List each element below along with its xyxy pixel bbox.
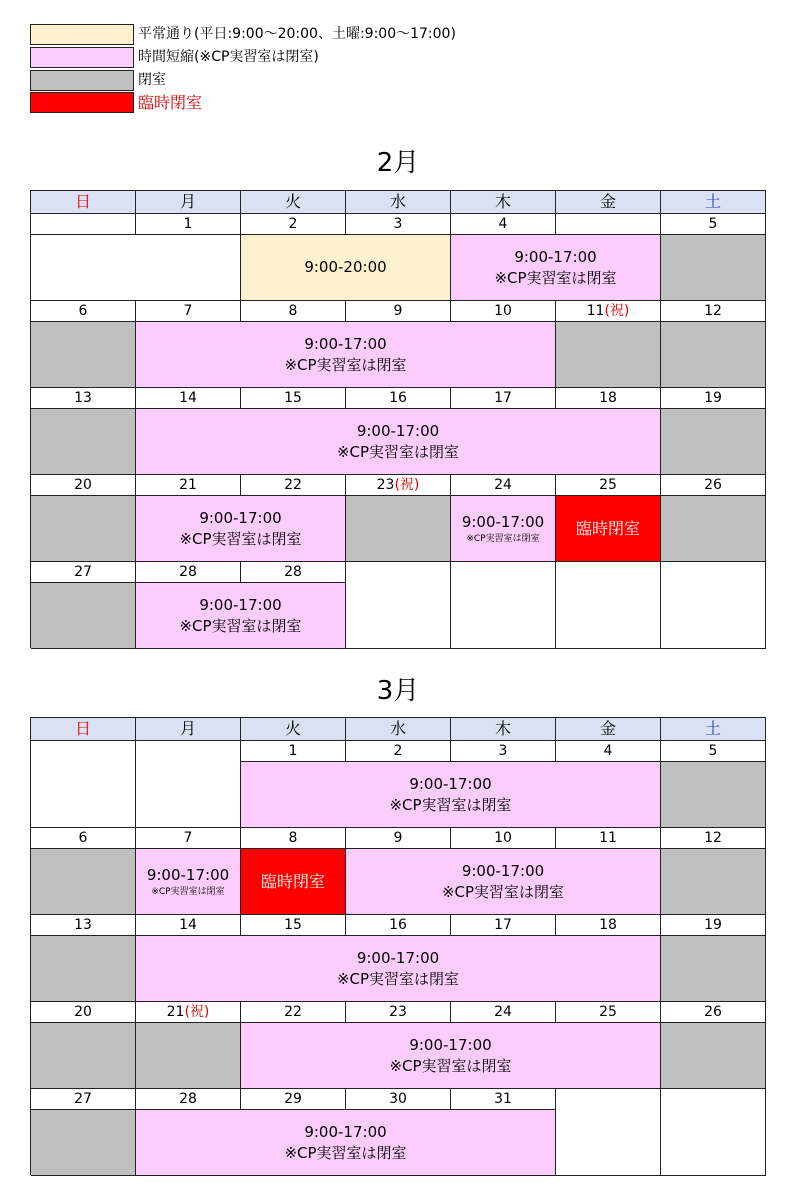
day-number-label: 7 bbox=[183, 303, 193, 319]
day-number bbox=[661, 828, 766, 849]
day-number bbox=[31, 475, 136, 496]
schedule-block-short bbox=[136, 936, 661, 1002]
day-number bbox=[451, 915, 556, 936]
day-number-label: 28 bbox=[179, 564, 197, 580]
schedule-block-short bbox=[136, 409, 661, 475]
legend-swatch bbox=[30, 70, 134, 91]
month-title: 3月 bbox=[376, 676, 420, 706]
day-number-label: 20 bbox=[74, 477, 92, 493]
day-number-label: 13 bbox=[74, 917, 92, 933]
day-number-label: 23 bbox=[376, 477, 395, 493]
schedule-block-normal bbox=[241, 235, 451, 301]
schedule-block-empty bbox=[346, 562, 451, 649]
day-number-label: 16 bbox=[389, 917, 407, 933]
schedule-text: 9:00-17:00 bbox=[409, 1035, 492, 1054]
day-number bbox=[136, 915, 241, 936]
day-number-label: 1 bbox=[288, 743, 298, 759]
holiday-mark: (祝) bbox=[394, 477, 420, 493]
day-number-label: 28 bbox=[284, 564, 302, 580]
schedule-text: 9:00-17:00 bbox=[146, 866, 230, 884]
day-number bbox=[556, 915, 661, 936]
weekday-header: 月 bbox=[136, 718, 241, 741]
day-number-label: 3 bbox=[498, 743, 508, 759]
day-number bbox=[451, 741, 556, 762]
weekday-header: 日 bbox=[31, 718, 136, 741]
weekday-header: 火 bbox=[241, 191, 346, 214]
day-number bbox=[346, 301, 451, 322]
holiday-mark: (祝) bbox=[184, 1004, 210, 1020]
calendar-grid bbox=[30, 717, 766, 1175]
schedule-block-closed bbox=[136, 1023, 241, 1089]
day-number bbox=[346, 1089, 451, 1110]
legend-label: 時間短縮(※CP実習室は閉室) bbox=[138, 49, 319, 65]
day-number bbox=[556, 214, 661, 235]
schedule-text: ※CP実習室は閉室 bbox=[284, 1143, 407, 1162]
day-number bbox=[556, 301, 661, 322]
day-number bbox=[31, 915, 136, 936]
weekday-header: 木 bbox=[451, 718, 556, 741]
schedule-block-closed bbox=[661, 849, 766, 915]
day-number bbox=[31, 828, 136, 849]
day-number bbox=[31, 562, 136, 583]
schedule-block-closed bbox=[661, 936, 766, 1002]
schedule-block-closed bbox=[661, 762, 766, 828]
day-number-label: 22 bbox=[284, 1004, 302, 1020]
day-number-label: 3 bbox=[393, 216, 403, 232]
holiday-mark: (祝) bbox=[604, 303, 630, 319]
day-number bbox=[661, 301, 766, 322]
day-number-label: 5 bbox=[708, 743, 718, 759]
day-number-label: 24 bbox=[494, 477, 512, 493]
day-number-label: 25 bbox=[599, 1004, 617, 1020]
schedule-block-empty bbox=[556, 1089, 661, 1176]
schedule-text: 9:00-17:00 bbox=[461, 513, 545, 531]
day-number-label: 8 bbox=[288, 303, 298, 319]
day-number bbox=[31, 301, 136, 322]
month-title: 2月 bbox=[376, 148, 420, 178]
legend-label: 閉室 bbox=[138, 72, 166, 88]
schedule-block-closed bbox=[31, 322, 136, 388]
day-number bbox=[346, 214, 451, 235]
day-number-label: 28 bbox=[179, 1091, 197, 1107]
weekday-header: 月 bbox=[136, 191, 241, 214]
day-number-label: 25 bbox=[599, 477, 617, 493]
day-number-label: 6 bbox=[78, 303, 88, 319]
schedule-text: ※CP実習室は閉室 bbox=[389, 1056, 512, 1075]
schedule-block-closed bbox=[346, 496, 451, 562]
schedule-text: 臨時閉室 bbox=[575, 519, 640, 538]
day-number-label: 4 bbox=[603, 743, 613, 759]
day-number-label: 21 bbox=[166, 1004, 185, 1020]
day-number bbox=[346, 828, 451, 849]
schedule-text: 9:00-20:00 bbox=[304, 258, 387, 276]
day-number-label: 6 bbox=[78, 830, 88, 846]
day-number-label: 14 bbox=[179, 917, 197, 933]
day-number-label: 26 bbox=[704, 1004, 722, 1020]
day-number bbox=[451, 1002, 556, 1023]
day-number bbox=[556, 741, 661, 762]
legend-label: 平常通り(平日:9:00～20:00、土曜:9:00～17:00) bbox=[138, 26, 456, 42]
legend-swatch bbox=[30, 24, 134, 45]
day-number-label: 22 bbox=[284, 477, 302, 493]
weekday-header: 木 bbox=[451, 191, 556, 214]
day-number-label: 27 bbox=[74, 1091, 92, 1107]
day-number-label: 7 bbox=[183, 830, 193, 846]
day-number-label: 17 bbox=[494, 917, 512, 933]
weekday-header: 火 bbox=[241, 718, 346, 741]
schedule-block-closed bbox=[31, 409, 136, 475]
schedule-block-closed bbox=[31, 1023, 136, 1089]
schedule-text: ※CP実習室は閉室 bbox=[441, 882, 565, 901]
schedule-text: 9:00-17:00 bbox=[409, 774, 492, 793]
schedule-text: ※CP実習室は閉室 bbox=[179, 529, 302, 548]
weekday-header: 日 bbox=[31, 191, 136, 214]
schedule-text: ※CP実習室は閉室 bbox=[179, 616, 302, 635]
schedule-block-short bbox=[136, 849, 241, 915]
day-number bbox=[31, 388, 136, 409]
schedule-text: 9:00-17:00 bbox=[461, 861, 545, 880]
schedule-block-empty bbox=[31, 741, 136, 828]
schedule-block-empty bbox=[661, 562, 766, 649]
day-number bbox=[346, 741, 451, 762]
day-number bbox=[556, 1002, 661, 1023]
schedule-text: ※CP実習室は閉室 bbox=[336, 969, 460, 988]
schedule-block-empty bbox=[661, 1089, 766, 1176]
day-number-label: 1 bbox=[183, 216, 193, 232]
day-number-label: 9 bbox=[393, 830, 403, 846]
schedule-block-short bbox=[451, 496, 556, 562]
day-number bbox=[661, 214, 766, 235]
schedule-text: 9:00-17:00 bbox=[199, 595, 282, 614]
legend-swatch bbox=[30, 47, 134, 68]
schedule-block-temporary-closed bbox=[556, 496, 661, 562]
day-number bbox=[241, 1002, 346, 1023]
day-number bbox=[556, 828, 661, 849]
schedule-text: 臨時閉室 bbox=[260, 872, 325, 891]
schedule-block-short bbox=[136, 322, 556, 388]
day-number bbox=[136, 828, 241, 849]
weekday-header: 土 bbox=[661, 718, 766, 741]
weekday-header: 土 bbox=[661, 191, 766, 214]
day-number-label: 23 bbox=[389, 1004, 407, 1020]
schedule-block-empty bbox=[31, 235, 241, 301]
schedule-block-short bbox=[451, 235, 661, 301]
day-number-label: 10 bbox=[494, 830, 512, 846]
day-number bbox=[241, 1089, 346, 1110]
schedule-block-short bbox=[241, 762, 661, 828]
schedule-block-empty bbox=[136, 741, 241, 828]
schedule-text: 9:00-17:00 bbox=[514, 247, 597, 266]
day-number bbox=[451, 828, 556, 849]
day-number-label: 11 bbox=[599, 830, 617, 846]
day-number bbox=[346, 915, 451, 936]
weekday-header: 金 bbox=[556, 718, 661, 741]
day-number bbox=[241, 828, 346, 849]
day-number bbox=[451, 388, 556, 409]
day-number-label: 31 bbox=[494, 1091, 512, 1107]
day-number bbox=[31, 214, 136, 235]
day-number-label: 9 bbox=[393, 303, 403, 319]
schedule-block-empty bbox=[451, 562, 556, 649]
day-number bbox=[661, 915, 766, 936]
day-number bbox=[346, 388, 451, 409]
day-number bbox=[241, 741, 346, 762]
schedule-note-small: ※CP実習室は閉室 bbox=[151, 887, 225, 897]
day-number bbox=[451, 214, 556, 235]
schedule-text: ※CP実習室は閉室 bbox=[494, 268, 617, 287]
day-number bbox=[136, 214, 241, 235]
schedule-text: 9:00-17:00 bbox=[304, 1122, 387, 1141]
schedule-text: 9:00-17:00 bbox=[356, 948, 440, 967]
schedule-block-short bbox=[241, 1023, 661, 1089]
day-number bbox=[136, 1002, 241, 1023]
day-number bbox=[241, 214, 346, 235]
schedule-text: 9:00-17:00 bbox=[356, 421, 440, 440]
day-number-label: 14 bbox=[179, 390, 197, 406]
schedule-block-closed bbox=[661, 409, 766, 475]
day-number bbox=[451, 301, 556, 322]
day-number bbox=[241, 388, 346, 409]
day-number-label: 17 bbox=[494, 390, 512, 406]
day-number bbox=[136, 562, 241, 583]
day-number bbox=[136, 1089, 241, 1110]
schedule-text: 9:00-17:00 bbox=[304, 334, 387, 353]
day-number-label: 24 bbox=[494, 1004, 512, 1020]
day-number-label: 16 bbox=[389, 390, 407, 406]
schedule-block-closed bbox=[31, 936, 136, 1002]
schedule-block-closed bbox=[661, 322, 766, 388]
schedule-text: ※CP実習室は閉室 bbox=[336, 442, 460, 461]
day-number-label: 19 bbox=[704, 390, 722, 406]
legend-label: 臨時閉室 bbox=[138, 93, 203, 112]
schedule-block-closed bbox=[661, 1023, 766, 1089]
day-number-label: 26 bbox=[704, 477, 722, 493]
day-number bbox=[241, 562, 346, 583]
weekday-header: 金 bbox=[556, 191, 661, 214]
day-number bbox=[136, 475, 241, 496]
day-number-label: 15 bbox=[284, 917, 302, 933]
schedule-text: 9:00-17:00 bbox=[199, 508, 282, 527]
day-number-label: 12 bbox=[704, 830, 722, 846]
schedule-block-closed bbox=[31, 496, 136, 562]
day-number bbox=[556, 475, 661, 496]
schedule-block-closed bbox=[661, 496, 766, 562]
day-number bbox=[451, 475, 556, 496]
schedule-block-closed bbox=[31, 849, 136, 915]
schedule-text: ※CP実習室は閉室 bbox=[284, 355, 407, 374]
schedule-text: ※CP実習室は閉室 bbox=[389, 795, 512, 814]
day-number-label: 19 bbox=[704, 917, 722, 933]
schedule-block-closed bbox=[31, 583, 136, 649]
day-number-label: 21 bbox=[179, 477, 197, 493]
schedule-note-small: ※CP実習室は閉室 bbox=[466, 534, 540, 544]
schedule-block-closed bbox=[556, 322, 661, 388]
schedule-block-short bbox=[136, 496, 346, 562]
legend-swatch bbox=[30, 92, 134, 113]
day-number bbox=[346, 1002, 451, 1023]
day-number-label: 4 bbox=[498, 216, 508, 232]
day-number bbox=[661, 388, 766, 409]
day-number bbox=[241, 475, 346, 496]
day-number-label: 20 bbox=[74, 1004, 92, 1020]
schedule-block-temporary-closed bbox=[241, 849, 346, 915]
calendar-grid bbox=[30, 190, 766, 648]
day-number bbox=[136, 388, 241, 409]
day-number-label: 29 bbox=[284, 1091, 302, 1107]
day-number bbox=[661, 741, 766, 762]
day-number bbox=[661, 475, 766, 496]
day-number bbox=[556, 388, 661, 409]
day-number bbox=[241, 301, 346, 322]
day-number-label: 10 bbox=[494, 303, 512, 319]
day-number-label: 12 bbox=[704, 303, 722, 319]
day-number-label: 27 bbox=[74, 564, 92, 580]
day-number-label: 2 bbox=[393, 743, 403, 759]
schedule-block-empty bbox=[556, 562, 661, 649]
day-number-label: 30 bbox=[389, 1091, 407, 1107]
weekday-header: 水 bbox=[346, 191, 451, 214]
day-number-label: 18 bbox=[599, 917, 617, 933]
schedule-block-short bbox=[136, 583, 346, 649]
day-number-label: 8 bbox=[288, 830, 298, 846]
day-number bbox=[346, 475, 451, 496]
day-number-label: 5 bbox=[708, 216, 718, 232]
schedule-block-short bbox=[346, 849, 661, 915]
day-number bbox=[451, 1089, 556, 1110]
day-number bbox=[136, 301, 241, 322]
day-number-label: 15 bbox=[284, 390, 302, 406]
schedule-block-short bbox=[136, 1110, 556, 1176]
schedule-block-closed bbox=[31, 1110, 136, 1176]
day-number bbox=[31, 1002, 136, 1023]
day-number-label: 11 bbox=[586, 303, 605, 319]
day-number bbox=[241, 915, 346, 936]
weekday-header: 水 bbox=[346, 718, 451, 741]
day-number-label: 2 bbox=[288, 216, 298, 232]
day-number-label: 18 bbox=[599, 390, 617, 406]
day-number bbox=[31, 1089, 136, 1110]
day-number bbox=[661, 1002, 766, 1023]
day-number-label: 13 bbox=[74, 390, 92, 406]
schedule-block-closed bbox=[661, 235, 766, 301]
